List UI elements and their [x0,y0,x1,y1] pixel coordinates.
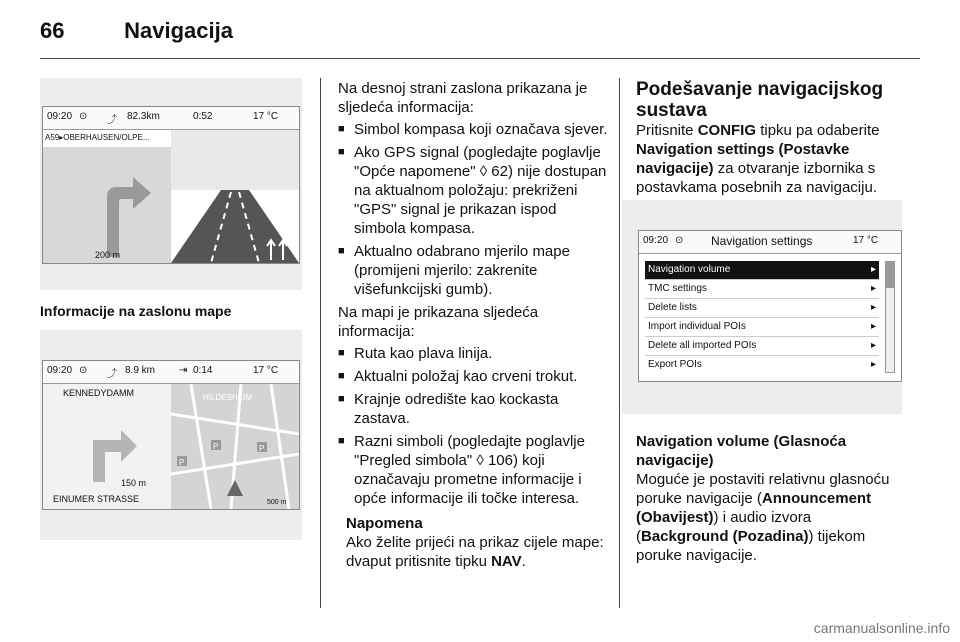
chevron-right-icon: ▸ [870,283,876,294]
note-title: Napomena [346,515,423,532]
turn-arrow-panel [43,147,171,263]
note-end: . [521,553,526,570]
option-announcement: Announcement (Obavijest) [636,490,872,526]
distance: 82.3km [127,111,160,122]
menu-item-navigation-volume[interactable] [645,261,879,280]
middle-column [338,79,608,571]
svg-text:P: P [259,444,265,453]
text-run: ) tijekom poruke navigacije. [636,528,866,564]
note-box [346,514,608,571]
screen-title: Navigation settings [711,234,813,248]
current-street: KENNEDYDAMM [63,388,135,398]
figure-map-view [40,330,302,540]
figure-caption: Informacije na zaslonu mape [40,303,232,319]
chevron-right-icon: ▸ [870,340,876,351]
clock-3: 09:20 [643,235,669,246]
header-rule [40,58,920,59]
menu-item-export-pois[interactable] [645,356,879,374]
temperature: 17 °C [253,111,279,122]
menu-name: Navigation settings (Postavke navigacije) [636,141,850,177]
list-item: ■ Razni simboli (pogledajte poglavlje "Pregled simbola" ◊ 106) koji označavaju prometne informacije i opće informacije ili točke interesa. [338,432,608,508]
page-header [40,18,233,44]
map-screen [42,106,300,264]
list-item: ■ Ruta kao plava linija. [338,344,608,363]
svg-text:P: P [213,442,219,451]
compass-icon: ⊙ [79,111,88,122]
svg-text:P: P [179,458,185,467]
page-number: 66 [40,18,65,43]
list-item: ■ Krajnje odredište kao kockasta zastava. [338,390,608,428]
status-bar-3 [639,231,901,254]
distance-2: 8.9 km [125,365,156,376]
text-run: tipku pa odaberite [756,122,880,139]
eta-2: 0:14 [193,365,213,376]
intro-text-2: Na mapi je prikazana sljedeća informacija: [338,304,539,340]
status-bar [43,107,299,130]
intro-text: Na desnoj strani zaslona prikazana je sljedeća informacija: [338,80,588,116]
text-run: ) i audio izvora ( [636,509,812,545]
subsection-heading: Navigation volume (Glasnoća navigacije) [636,433,847,469]
column-divider-2 [619,78,620,608]
compass-icon: ⊙ [675,235,684,246]
menu-item-import-pois[interactable] [645,318,879,337]
guidance-panel [43,384,171,509]
right-column [636,79,906,200]
menu-item-label: Import individual POIs [648,321,746,332]
chevron-right-icon: ▸ [870,264,876,275]
figure-map-display [40,78,302,290]
destination-icon: ⇥ [179,365,188,376]
clock: 09:20 [47,111,73,122]
list-item: ■ Simbol kompasa koji označava sjever. [338,120,608,139]
figure-settings-menu [622,200,902,414]
route-icon: ⤴ [107,369,117,380]
menu-item-label: Navigation volume [648,264,731,275]
config-key: CONFIG [697,122,757,139]
map-scale: 500 m [267,499,287,506]
eta: 0:52 [193,111,213,122]
status-bar-2 [43,361,299,384]
note-text: Ako želite prijeći na prikaz cijele mape: dvaput pritisnite tipku [346,534,604,570]
column-divider-1 [320,78,321,608]
settings-screen [638,230,902,382]
nav-key: NAV [491,553,522,570]
clock-2: 09:20 [47,365,73,376]
turn-right-arrow [73,412,143,482]
turn-distance: 200 m [95,250,121,260]
page-title: Navigacija [124,18,233,43]
lane-view [171,130,299,263]
menu-item-delete-lists[interactable] [645,299,879,318]
route-icon: ⤴ [107,115,117,126]
temperature-3: 17 °C [853,235,879,246]
menu-item-label: Export POIs [648,359,702,370]
menu-item-tmc-settings[interactable] [645,280,879,299]
menu-item-delete-imported-pois[interactable] [645,337,879,356]
road-label: A59▸OBERHAUSEN/OLPE... [43,130,175,150]
menu-item-label: TMC settings [648,283,707,294]
temperature-2: 17 °C [253,365,279,376]
list-item: ■ Ako GPS signal (pogledajte poglavlje "Opće napomene" ◊ 62) nije dostupan na aktualnom položaju: prekriženi "GPS" signal je prikazan ispod simbola kompasa. [338,143,608,238]
section-heading: Podešavanje navigacijskog sustava [636,79,884,121]
map-city-label: HILDESHEIM [203,393,252,402]
map-screen-2 [42,360,300,510]
watermark: carmanualsonline.info [813,620,950,636]
city-map [171,384,299,509]
next-street: EINUMER STRASSE [53,494,140,504]
chevron-right-icon: ▸ [870,302,876,313]
scrollbar-thumb[interactable] [886,262,894,288]
text-run: za otvaranje izbornika s postavkama posebnih za navigaciju. [636,160,877,196]
text-run: Moguće je postaviti relativnu glasnoću poruke navigacije ( [636,471,890,507]
right-column-lower [636,432,906,568]
menu-item-label: Delete all imported POIs [648,340,757,351]
option-background: Background (Pozadina) [641,528,809,545]
compass-icon: ⊙ [79,365,88,376]
turn-distance-2: 150 m [121,478,147,488]
list-item: ■ Aktualno odabrano mjerilo mape (promijeni mjerilo: zakrenite višefunkcijski gumb). [338,242,608,299]
list-item: ■ Aktualni položaj kao crveni trokut. [338,367,608,386]
menu-item-label: Delete lists [648,302,697,313]
text-run: Pritisnite [636,122,698,139]
chevron-right-icon: ▸ [870,321,876,332]
chevron-right-icon: ▸ [870,359,876,370]
scrollbar[interactable] [885,261,895,373]
